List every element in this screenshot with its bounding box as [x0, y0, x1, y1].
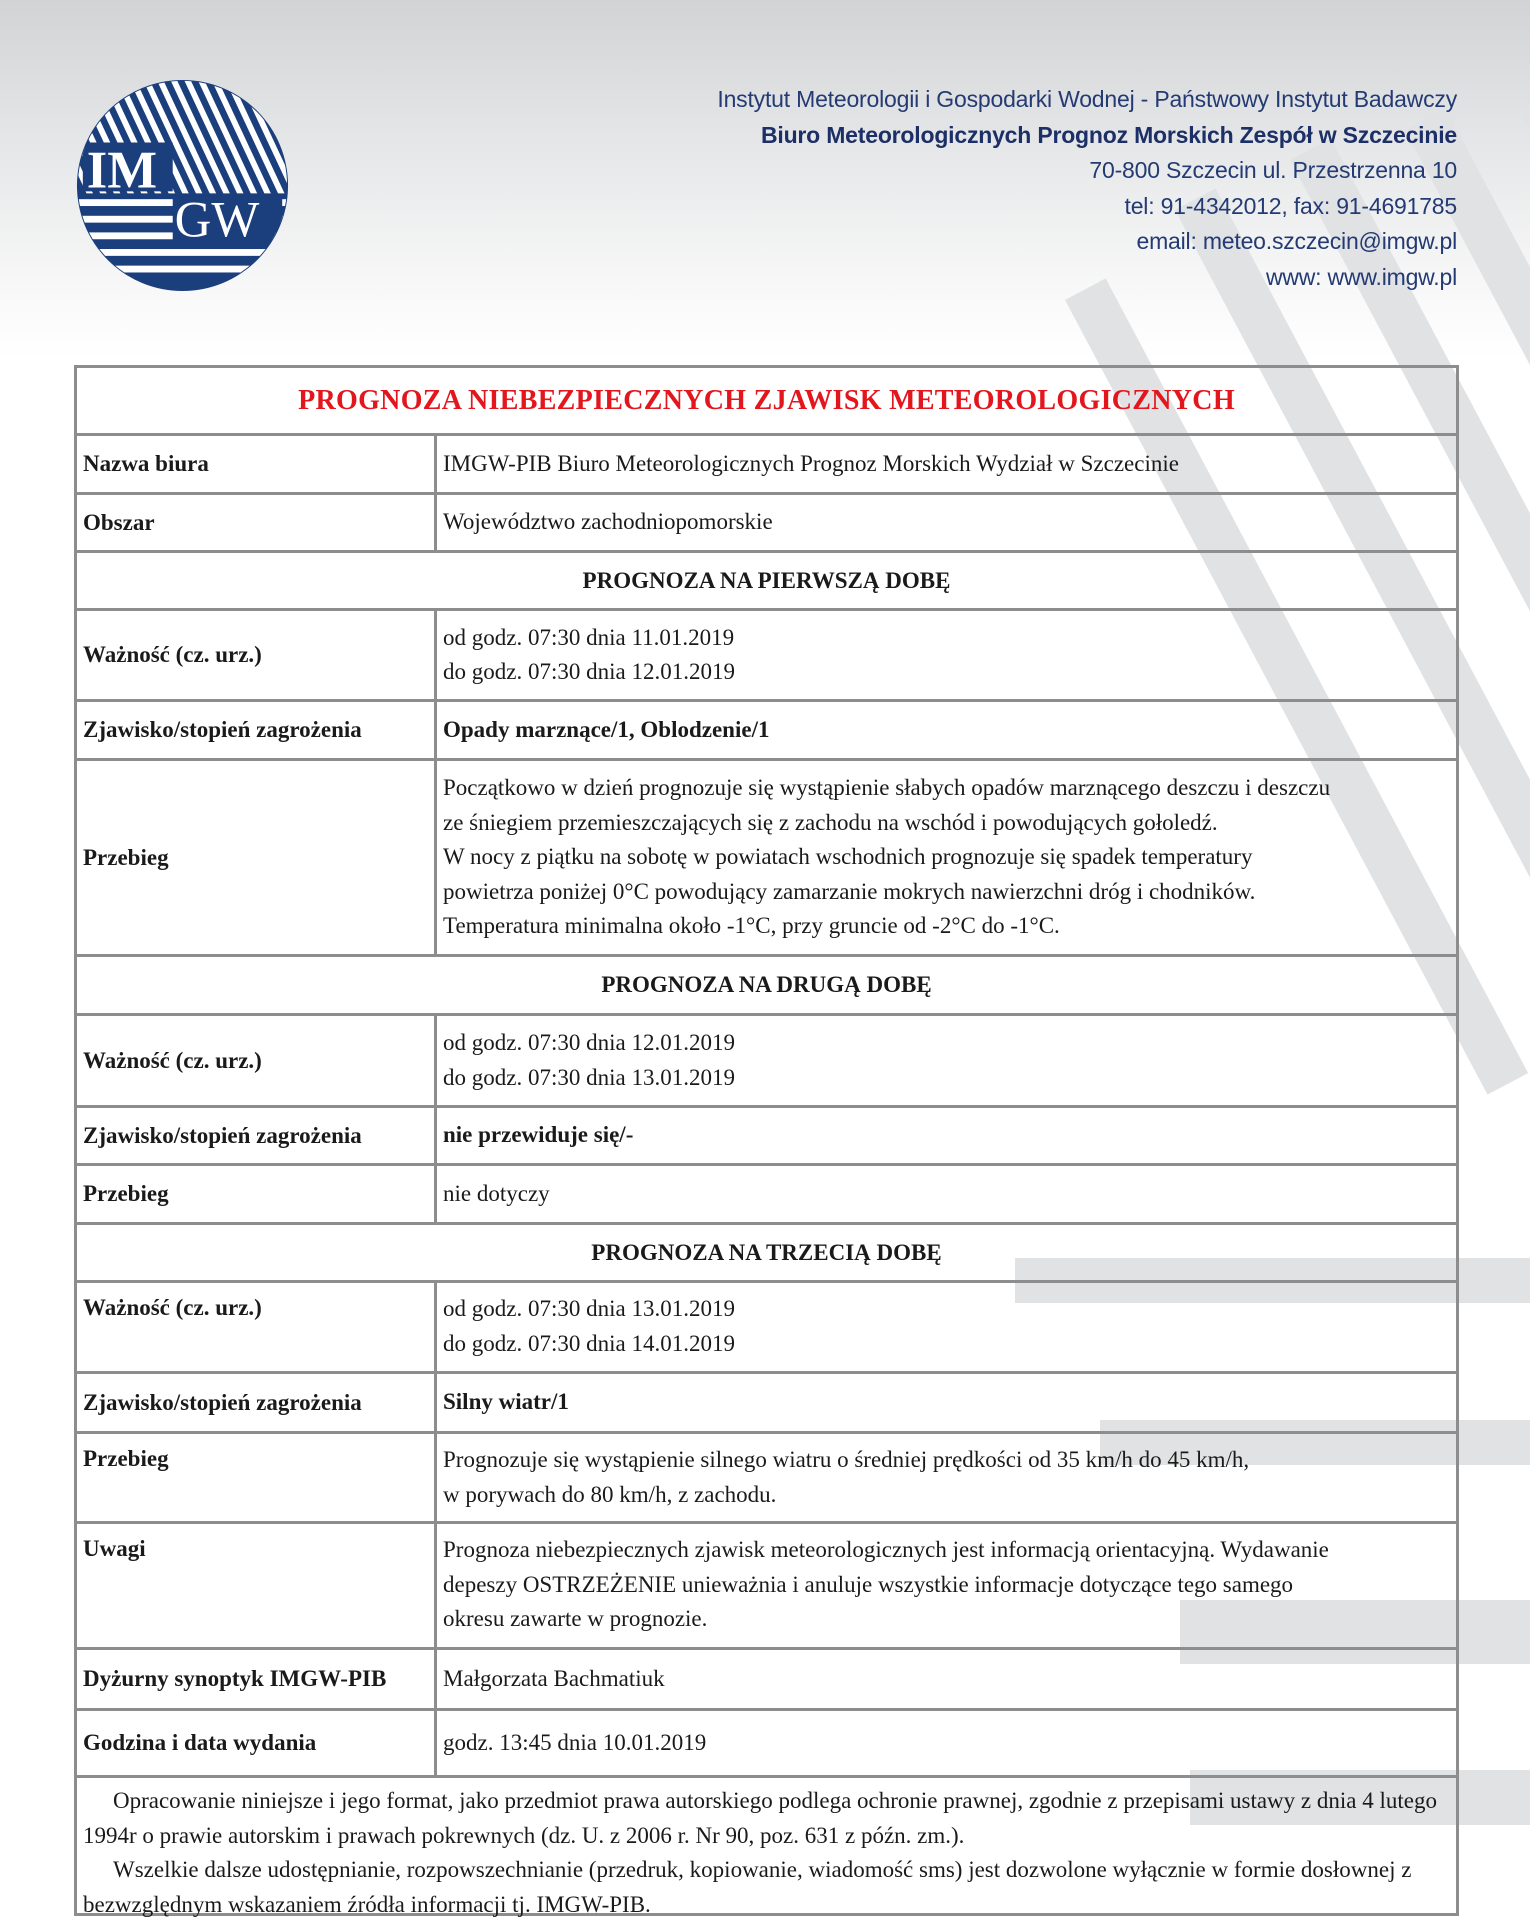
- day1-course-line: Temperatura minimalna około -1°C, przy gruncie od -2°C do -1°C.: [443, 913, 1060, 939]
- day2-header-row: [77, 954, 1456, 1013]
- day1-validity-label: Ważność (cz. urz.): [77, 611, 437, 699]
- day1-phenomenon-label: Zjawisko/stopień zagrożenia: [77, 702, 437, 758]
- logo-im-text: IM: [86, 141, 158, 200]
- day3-phenomenon-row: [77, 1371, 1456, 1431]
- day3-header: PROGNOZA NA TRZECIĄ DOBĘ: [591, 1239, 942, 1265]
- notes-line: depeszy OSTRZEŻENIE unieważnia i anuluje wszystkie informacje dotyczące tego samego: [443, 1571, 1294, 1597]
- day3-course-line: Prognozuje się wystąpienie silnego wiatru o średniej prędkości od 35 km/h do 45 km/h,: [443, 1447, 1250, 1472]
- imgw-logo: [75, 78, 290, 293]
- copyright-notice: [77, 1778, 1456, 1917]
- notes-line: okresu zawarte w prognozie.: [443, 1606, 708, 1631]
- notes-row: [77, 1521, 1456, 1647]
- email[interactable]: email: meteo.szczecin@imgw.pl: [1136, 228, 1457, 255]
- notes-line: Prognoza niebezpiecznych zjawisk meteorologicznych jest informacją orientacyjną. Wydawanie: [443, 1537, 1329, 1562]
- office-label: Nazwa biura: [77, 436, 437, 492]
- day2-course-value: nie dotyczy: [443, 1180, 550, 1206]
- office-name: Biuro Meteorologicznych Prognoz Morskich Zespół w Szczecinie: [760, 121, 1457, 148]
- office-row: [77, 433, 1456, 492]
- area-row: [77, 492, 1456, 550]
- day3-phenomenon-value: Silny wiatr/1: [443, 1389, 569, 1415]
- copyright-paragraph: Opracowanie niniejsze i jego format, jako przedmiot prawa autorskiego podlega ochronie prawnej, zgodnie z przepisami ustawy z dnia 4 lutego 1994r o prawie autorskim i prawach pokrewnych (dz. U. z 2006 r. Nr 90, poz. 631 z późn. zm.).: [83, 1788, 1437, 1848]
- issued-value: godz. 13:45 dnia 10.01.2019: [443, 1729, 707, 1755]
- day3-course-line: w porywach do 80 km/h, z zachodu.: [443, 1481, 777, 1507]
- day2-validity-value: [437, 1016, 1456, 1105]
- forecaster-row: [77, 1647, 1456, 1708]
- day2-validity-from: od godz. 07:30 dnia 12.01.2019: [443, 1030, 735, 1055]
- website[interactable]: www: www.imgw.pl: [1265, 263, 1457, 290]
- phone-fax: tel: 91-4342012, fax: 91-4691785: [1124, 192, 1457, 219]
- day1-course-line: ze śniegiem przemieszczających się z zachodu na wschód i powodujących gołoledź.: [443, 809, 1218, 835]
- day1-phenomenon-row: [77, 699, 1456, 758]
- day2-validity-label: Ważność (cz. urz.): [77, 1016, 437, 1105]
- document-title: PROGNOZA NIEBEZPIECZNYCH ZJAWISK METEOROLOGICZNYCH: [298, 384, 1235, 416]
- day1-course-line: powietrza poniżej 0°C powodujący zamarzanie mokrych nawierzchni dróg i chodników.: [443, 878, 1256, 904]
- copyright-row: [77, 1775, 1456, 1917]
- day1-validity-to: do godz. 07:30 dnia 12.01.2019: [443, 659, 735, 684]
- day2-course-label: Przebieg: [77, 1166, 437, 1222]
- issued-row: [77, 1708, 1456, 1775]
- day1-validity-value: [437, 611, 1456, 699]
- notes-value: [437, 1524, 1456, 1647]
- day3-validity-to: do godz. 07:30 dnia 14.01.2019: [443, 1330, 735, 1356]
- area-value: Województwo zachodniopomorskie: [443, 509, 773, 535]
- day3-validity-row: [77, 1280, 1456, 1371]
- forecaster-label: Dyżurny synoptyk IMGW-PIB: [77, 1650, 437, 1708]
- day2-phenomenon-row: [77, 1105, 1456, 1163]
- day2-header: PROGNOZA NA DRUGĄ DOBĘ: [601, 972, 932, 997]
- day1-validity-from: od godz. 07:30 dnia 11.01.2019: [443, 624, 735, 650]
- day3-course-label: Przebieg: [77, 1434, 437, 1521]
- area-label: Obszar: [77, 495, 437, 550]
- day1-course-label: Przebieg: [77, 761, 437, 954]
- issued-label: Godzina i data wydania: [77, 1711, 437, 1775]
- day3-validity-value: [437, 1283, 1456, 1371]
- day1-header-row: [77, 550, 1456, 608]
- logo-gw-text: GW: [174, 191, 260, 248]
- institute-name: Instytut Meteorologii i Gospodarki Wodnej - Państwowy Instytut Badawczy: [717, 86, 1457, 112]
- distribution-paragraph: Wszelkie dalsze udostępnianie, rozpowszechnianie (przedruk, kopiowanie, wiadomość sms) jest dozwolone wyłącznie w formie dosłownej z bezwzględnym wskazaniem źródła informacji tj. IMGW-PIB.: [83, 1857, 1412, 1917]
- day2-validity-to: do godz. 07:30 dnia 13.01.2019: [443, 1064, 735, 1090]
- day1-course-value: [437, 761, 1456, 954]
- forecast-table: [74, 365, 1459, 1916]
- office-value: IMGW-PIB Biuro Meteorologicznych Prognoz Morskich Wydział w Szczecinie: [443, 450, 1179, 476]
- day2-phenomenon-value: nie przewiduje się/-: [443, 1122, 634, 1148]
- address: 70-800 Szczecin ul. Przestrzenna 10: [1089, 157, 1457, 184]
- day2-validity-row: [77, 1013, 1456, 1105]
- day3-phenomenon-label: Zjawisko/stopień zagrożenia: [77, 1374, 437, 1431]
- day1-header: PROGNOZA NA PIERWSZĄ DOBĘ: [582, 567, 951, 593]
- forecaster-value: Małgorzata Bachmatiuk: [443, 1665, 665, 1691]
- notes-label: Uwagi: [77, 1524, 437, 1647]
- day1-validity-row: [77, 608, 1456, 699]
- day3-course-row: [77, 1431, 1456, 1521]
- day1-course-line: Początkowo w dzień prognozuje się wystąpienie słabych opadów marznącego deszczu i deszczu: [443, 775, 1331, 801]
- day3-header-row: [77, 1222, 1456, 1280]
- day2-phenomenon-label: Zjawisko/stopień zagrożenia: [77, 1108, 437, 1163]
- day3-validity-label: Ważność (cz. urz.): [77, 1283, 437, 1371]
- day2-course-row: [77, 1163, 1456, 1222]
- day3-validity-from: od godz. 07:30 dnia 13.01.2019: [443, 1296, 735, 1321]
- day1-phenomenon-value: Opady marznące/1, Oblodzenie/1: [443, 716, 770, 742]
- day1-course-line: W nocy z piątku na sobotę w powiatach wschodnich prognozuje się spadek temperatury: [443, 844, 1253, 870]
- day1-course-row: [77, 758, 1456, 954]
- day3-course-value: [437, 1434, 1456, 1521]
- letterhead-contact: [717, 82, 1457, 296]
- title-row: [77, 368, 1456, 433]
